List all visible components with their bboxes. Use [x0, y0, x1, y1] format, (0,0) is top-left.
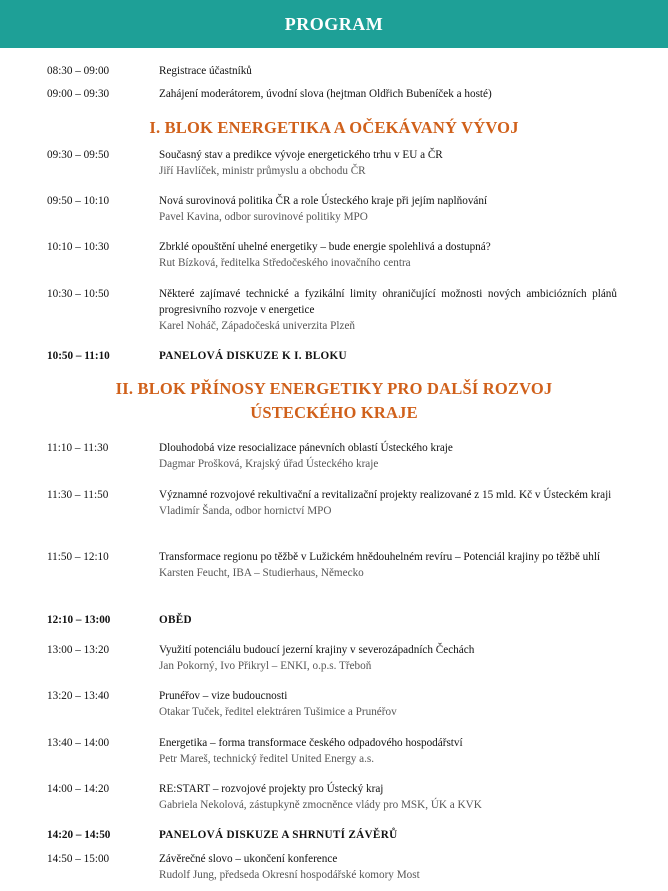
item-speaker: Dagmar Prošková, Krajský úřad Ústeckého kraje: [159, 458, 379, 470]
item-speaker: Rut Bízková, ředitelka Středočeského inovačního centra: [159, 257, 411, 269]
item-time: 13:40 – 14:00: [47, 737, 110, 749]
item-speaker: Vladimír Šanda, odbor hornictví MPO: [159, 505, 332, 517]
item-title: RE:START – rozvojové projekty pro Ústecký kraj: [159, 783, 384, 795]
item-title: OBĚD: [159, 614, 192, 626]
item-time: 11:30 – 11:50: [47, 489, 109, 501]
item-time: 11:50 – 12:10: [47, 551, 109, 563]
item-speaker: Pavel Kavina, odbor surovinové politiky MPO: [159, 211, 368, 223]
item-time: 08:30 – 09:00: [47, 65, 110, 77]
item-title: Významné rozvojové rekultivační a revitalizační projekty realizované z 15 mld. Kč v Ústeckém kraji: [159, 489, 612, 501]
item-title: Prunéřov – vize budoucnosti: [159, 690, 288, 702]
item-speaker: Gabriela Nekolová, zástupkyně zmocněnce vlády pro MSK, ÚK a KVK: [159, 799, 482, 811]
item-title: Zahájení moderátorem, úvodní slova (hejtman Oldřich Bubeníček a hosté): [159, 88, 492, 100]
item-title: Energetika – forma transformace českého odpadového hospodářství: [159, 737, 463, 749]
item-time: 14:00 – 14:20: [47, 783, 110, 795]
item-speaker: Jan Pokorný, Ivo Přikryl – ENKI, o.p.s. Třeboň: [159, 660, 372, 672]
item-title: Dlouhodobá vize resocializace pánevních oblastí Ústeckého kraje: [159, 442, 453, 454]
item-time: 10:10 – 10:30: [47, 241, 110, 253]
item-title: Zbrklé opouštění uhelné energetiky – bude energie spolehlivá a dostupná?: [159, 241, 491, 253]
item-speaker: Otakar Tuček, ředitel elektráren Tušimice a Prunéřov: [159, 706, 397, 718]
item-time: 14:50 – 15:00: [47, 853, 110, 865]
item-time: 14:20 – 14:50: [47, 829, 111, 841]
item-speaker: Jiří Havlíček, ministr průmyslu a obchodu ČR: [159, 165, 366, 177]
item-speaker: Karsten Feucht, IBA – Studierhaus, Německo: [159, 567, 364, 579]
item-time: 11:10 – 11:30: [47, 442, 109, 454]
block-2-heading-line2: ÚSTECKÉHO KRAJE: [250, 403, 418, 422]
item-title: Některé zajímavé technické a fyzikální limity ohraničující možnosti nových ambiciózních plánů progresivního rozvoje v energetice: [159, 288, 617, 316]
item-title: Současný stav a predikce vývoje energetického trhu v EU a ČR: [159, 149, 443, 161]
item-title: PANELOVÁ DISKUZE K I. BLOKU: [159, 350, 347, 362]
item-title: Nová surovinová politika ČR a role Ústeckého kraje při jejím naplňování: [159, 195, 488, 207]
item-title: PANELOVÁ DISKUZE A SHRNUTÍ ZÁVĚRŮ: [159, 829, 398, 841]
item-time: 10:50 – 11:10: [47, 350, 110, 362]
block-2-heading-line1: II. BLOK PŘÍNOSY ENERGETIKY PRO DALŠÍ ROZVOJ: [115, 379, 553, 398]
item-title: Závěrečné slovo – ukončení konference: [159, 853, 338, 865]
item-speaker: Petr Mareš, technický ředitel United Energy a.s.: [159, 753, 375, 765]
item-speaker: Rudolf Jung, předseda Okresní hospodářské komory Most: [159, 869, 420, 881]
item-time: 10:30 – 10:50: [47, 288, 110, 300]
item-time: 13:00 – 13:20: [47, 644, 110, 656]
item-time: 09:30 – 09:50: [47, 149, 110, 161]
item-title: Transformace regionu po těžbě v Lužickém hnědouhelném revíru – Potenciál krajiny po těžbě uhlí: [159, 551, 601, 563]
item-title: Využití potenciálu budoucí jezerní krajiny v severozápadních Čechách: [159, 644, 475, 656]
item-time: 12:10 – 13:00: [47, 614, 111, 626]
block-1-heading: I. BLOK ENERGETIKA A OČEKÁVANÝ VÝVOJ: [149, 118, 519, 137]
item-time: 09:50 – 10:10: [47, 195, 110, 207]
item-speaker: Karel Noháč, Západočeská univerzita Plzeň: [159, 320, 355, 332]
item-title: Registrace účastníků: [159, 65, 252, 77]
item-time: 13:20 – 13:40: [47, 690, 110, 702]
item-time: 09:00 – 09:30: [47, 88, 110, 100]
program-title: PROGRAM: [284, 13, 384, 34]
program-header: [0, 0, 668, 48]
